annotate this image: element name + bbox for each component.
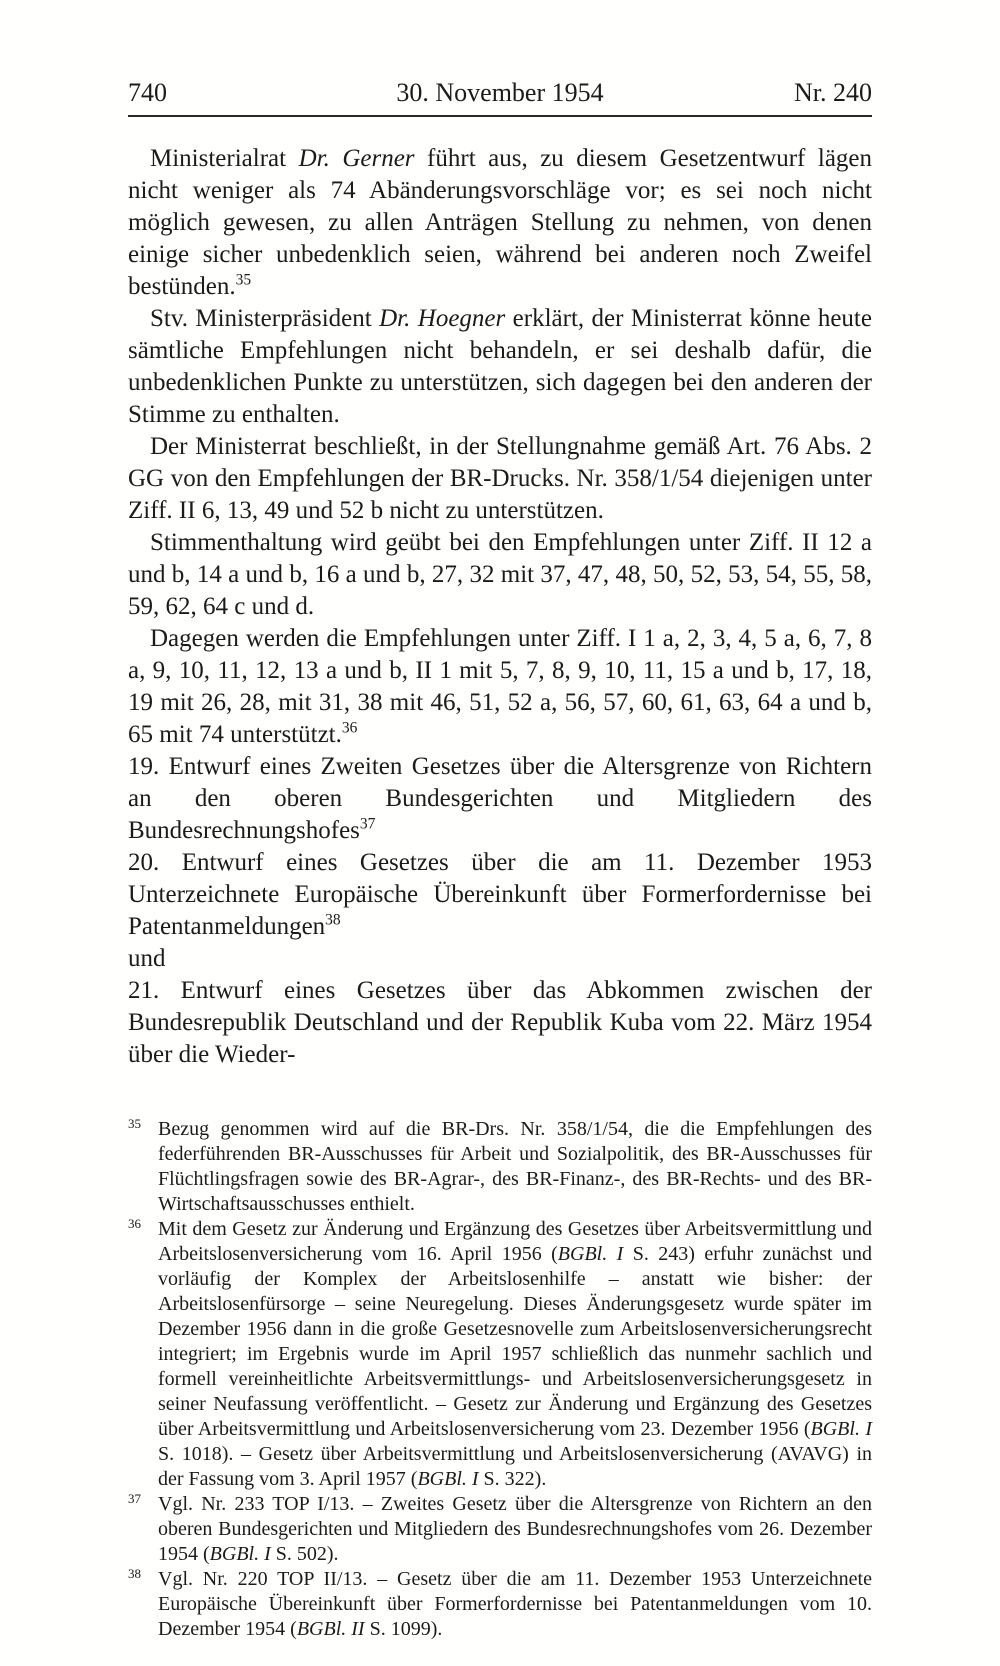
text-run: 21. Entwurf eines Gesetzes über das Abkommen zwischen der Bundesrepublik Deutschland und der Republik Kuba vom 22. März 1954 über die Wieder-	[128, 977, 872, 1068]
text-run: BGBl. II	[296, 1618, 365, 1640]
text-run: S. 243) erfuhr zunächst und vorläufig der Komplex der Arbeitslosenhilfe – anstatt wie bisher: der Arbeitslosenfürsorge – seine Neuregelung. Dieses Änderungsgesetz wurde später im Dezember 1956 dann in die große Gesetzesnovelle zum Arbeitslosenversicherungsrecht integriert; im Ergebnis wurde im April 1957 schließlich das nunmehr sachlich und formell vereinheitlichte Arbeitsvermittlungs- und Arbeitslosenversicherungsgesetz in seiner Neufassung veröffentlicht. – Gesetz zur Änderung und Ergänzung des Gesetzes über Arbeitsvermittlung und Arbeitslosenversicherung vom 23. Dezember 1956 (	[158, 1243, 872, 1440]
paragraph	[128, 623, 872, 751]
paragraph	[128, 975, 872, 1071]
text-run: Vgl. Nr. 233 TOP I/13. – Zweites Gesetz über die Altersgrenze von Richtern an den oberen Bundesgerichten und Mitgliedern des Bundesrechnungshofes vom 26. Dezember 1954 (	[158, 1493, 872, 1565]
text-run: Dr. Gerner	[298, 145, 415, 172]
text-run: Der Ministerrat beschließt, in der Stellungnahme gemäß Art. 76 Abs. 2 GG von den Empfehlungen der BR-Drucks. Nr. 358/1/54 diejenigen unter Ziff. II 6, 13, 49 und 52 b nicht zu unterstützen.	[128, 433, 872, 524]
header-issue-number: Nr. 240	[794, 78, 872, 107]
header-rule	[128, 115, 872, 117]
text-run: BGBl. I	[209, 1543, 271, 1565]
text-run: 19. Entwurf eines Zweiten Gesetzes über die Altersgrenze von Richtern an den oberen Bundesgerichten und Mitgliedern des Bundesrechnungshofes	[128, 753, 872, 844]
text-run: Dr. Hoegner	[379, 305, 506, 332]
paragraph	[128, 143, 872, 303]
text-run: Mit dem Gesetz zur Änderung und Ergänzung des Gesetzes über Arbeitsvermittlung und Arbeitslosenversicherung vom 16. April 1956 (	[158, 1218, 872, 1265]
text-run: Ministerialrat	[150, 145, 299, 172]
header-date: 30. November 1954	[396, 78, 604, 107]
text-run: Bezug genommen wird auf die BR-Drs. Nr. 358/1/54, die die Empfehlungen des federführenden BR-Ausschusses für Arbeit und Sozialpolitik, des BR-Ausschusses für Flüchtlingsfragen sowie des BR-Agrar-, des BR-Finanz-, des BR-Rechts- und des BR-Wirtschaftsausschusses enthielt.	[158, 1118, 872, 1215]
text-run: S. 502).	[270, 1543, 339, 1565]
page-header	[128, 78, 872, 108]
paragraph	[128, 943, 872, 975]
paragraph	[128, 847, 872, 943]
footnote-ref: 35	[235, 271, 252, 289]
footnote-ref: 38	[325, 911, 341, 929]
paragraph	[128, 431, 872, 527]
paragraph	[128, 303, 872, 431]
text-run: S. 1018). – Gesetz über Arbeitsvermittlung und Arbeitslosenversicherung (AVAVG) in der Fassung vom 3. April 1957 (	[158, 1443, 872, 1490]
footnote-ref: 37	[359, 815, 376, 833]
text-run: und	[128, 945, 166, 972]
text-run: erklärt, der Ministerrat könne heute sämtliche Empfehlungen nicht behandeln, er sei deshalb dafür, die unbedenklichen Punkte zu unterstützen, sich dagegen bei den anderen der Stimme zu enthalten.	[128, 305, 872, 428]
page-number: 740	[128, 78, 167, 107]
paragraph	[128, 751, 872, 847]
footnote: 36 Mit dem Gesetz zur Änderung und Ergänzung des Gesetzes über Arbeitsvermittlung und Arbeitslosenversicherung vom 16. April 1956 (BGBl. I S. 243) erfuhr zunächst und vorläufig der Komplex der Arbeitslosenhilfe – anstatt wie bisher: der Arbeitslosenfürsorge – seine Neuregelung. Dieses Änderungsgesetz wurde später im Dezember 1956 dann in die große Gesetzesnovelle zum Arbeitslosenversicherungsrecht integriert; im Ergebnis wurde im April 1957 schließlich das nunmehr sachlich und formell vereinheitlichte Arbeitsvermittlungs- und Arbeitslosenversicherungsgesetz in seiner Neufassung veröffentlicht. – Gesetz zur Änderung und Ergänzung des Gesetzes über Arbeitsvermittlung und Arbeitslosenversicherung vom 23. Dezember 1956 (BGBl. I S. 1018). – Gesetz über Arbeitsvermittlung und Arbeitslosenversicherung (AVAVG) in der Fassung vom 3. April 1957 (BGBl. I S. 322).	[128, 1216, 873, 1490]
text-run: BGBl. I	[417, 1468, 479, 1490]
footnotes-section	[128, 1117, 872, 1642]
text-run: BGBl. I	[810, 1418, 873, 1440]
footnote: 38 Vgl. Nr. 220 TOP II/13. – Gesetz über die am 11. Dezember 1953 Unterzeichnete Europäische Übereinkunft über Formerfordernisse bei Patentanmeldungen vom 10. Dezember 1954 (BGBl. II S. 1099).	[128, 1566, 872, 1640]
footnote: 35 Bezug genommen wird auf die BR-Drs. Nr. 358/1/54, die die Empfehlungen des federführenden BR-Ausschusses für Arbeit und Sozialpolitik, des BR-Ausschusses für Flüchtlingsfragen sowie des BR-Agrar-, des BR-Finanz-, des BR-Rechts- und des BR-Wirtschaftsausschusses enthielt.	[128, 1116, 872, 1215]
text-run: Stimmenthaltung wird geübt bei den Empfehlungen unter Ziff. II 12 a und b, 14 a und b, 16 a und b, 27, 32 mit 37, 47, 48, 50, 52, 53, 54, 55, 58, 59, 62, 64 c und d.	[128, 529, 872, 620]
paragraph	[128, 527, 872, 623]
text-run: Vgl. Nr. 220 TOP II/13. – Gesetz über die am 11. Dezember 1953 Unterzeichnete Europäische Übereinkunft über Formerfordernisse bei Patentanmeldungen vom 10. Dezember 1954 (	[158, 1568, 872, 1640]
text-run: S. 322).	[478, 1468, 547, 1490]
footnote: 37 Vgl. Nr. 233 TOP I/13. – Zweites Gesetz über die Altersgrenze von Richtern an den oberen Bundesgerichten und Mitgliedern des Bundesrechnungshofes vom 26. Dezember 1954 (BGBl. I S. 502).	[128, 1491, 872, 1565]
footnote-ref: 36	[341, 719, 358, 737]
text-run: S. 1099).	[364, 1618, 443, 1640]
text-run: Dagegen werden die Empfehlungen unter Ziff. I 1 a, 2, 3, 4, 5 a, 6, 7, 8 a, 9, 10, 11, 12, 13 a und b, II 1 mit 5, 7, 8, 9, 10, 11, 15 a und b, 17, 18, 19 mit 26, 28, mit 31, 38 mit 46, 51, 52 a, 56, 57, 60, 61, 63, 64 a und b, 65 mit 74 unterstützt.	[128, 625, 872, 748]
text-run: Stv. Ministerpräsident	[150, 305, 380, 332]
text-run: BGBl. I	[557, 1243, 624, 1265]
text-run: führt aus, zu diesem Gesetzentwurf lägen nicht weniger als 74 Abänderungsvorschläge vor; es sei noch nicht möglich gewesen, zu allen Anträgen Stellung zu nehmen, von denen einige sicher unbedenklich seien, während bei anderen noch Zweifel bestünden.	[128, 145, 873, 300]
text-run: 20. Entwurf eines Gesetzes über die am 11. Dezember 1953 Unterzeichnete Europäische Übereinkunft über Formerfordernisse bei Patentanmeldungen	[128, 849, 872, 940]
body-text	[128, 143, 872, 1071]
